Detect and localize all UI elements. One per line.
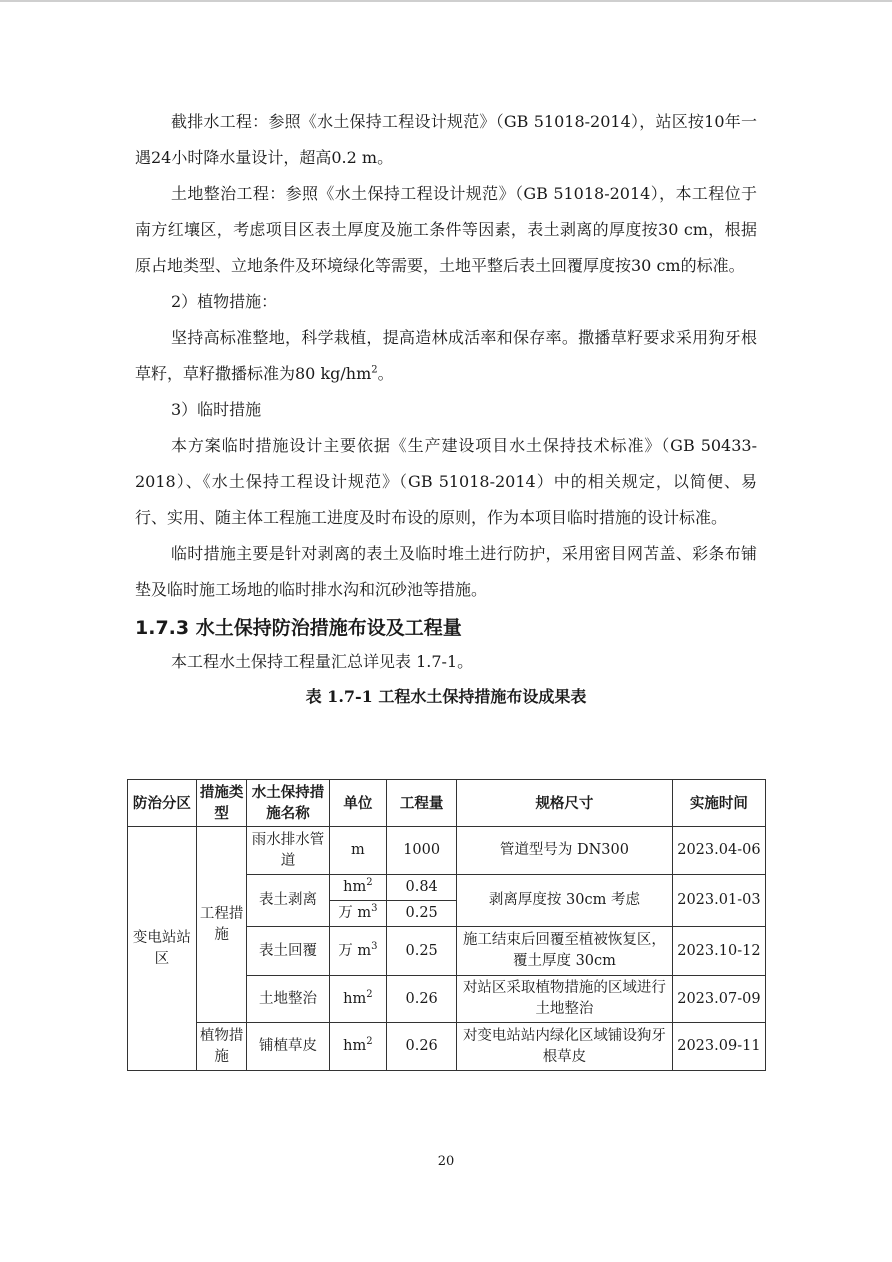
paragraph-plant-text: 坚持高标准整地，科学栽植，提高造林成活率和保存率。撒播草籽要求采用狗牙根草籽，草籽撒播标准为80 kg/hm — [135, 328, 757, 383]
document-body — [135, 104, 757, 718]
header-type: 措施类型 — [196, 780, 247, 827]
spec-cell: 对变电站站内绿化区域铺设狗牙根草皮 — [457, 1023, 673, 1071]
unit-text: 万 m — [338, 942, 372, 959]
unit-text: hm — [343, 1038, 367, 1054]
superscript: 2 — [366, 1036, 373, 1048]
qty-cell: 0.25 — [387, 901, 457, 927]
unit-cell — [329, 976, 387, 1023]
qty-cell: 0.26 — [387, 976, 457, 1023]
header-time: 实施时间 — [672, 780, 765, 827]
measures-table — [127, 779, 766, 1071]
unit-cell — [329, 901, 387, 927]
name-cell: 雨水排水管道 — [247, 827, 329, 875]
paragraph-temporary-measures: 临时措施主要是针对剥离的表土及临时堆土进行防护，采用密目网苫盖、彩条布铺垫及临时施工场地的临时排水沟和沉砂池等措施。 — [135, 544, 757, 599]
page-number: 20 — [437, 1154, 455, 1169]
paragraph-temporary-heading: 3）临时措施 — [171, 400, 262, 419]
name-cell: 土地整治 — [247, 976, 329, 1023]
unit-cell — [329, 927, 387, 976]
type-cell-plant: 植物措施 — [196, 1023, 247, 1071]
name-cell: 表土回覆 — [247, 927, 329, 976]
unit-text: hm — [343, 879, 367, 895]
superscript: 3 — [371, 903, 378, 915]
unit-text: hm — [343, 990, 367, 1007]
type-cell-engineering: 工程措施 — [196, 827, 247, 1023]
table-header-row — [128, 780, 766, 827]
table-caption: 表 1.7-1 工程水土保持措施布设成果表 — [305, 687, 587, 706]
table-row — [128, 827, 766, 875]
time-cell: 2023.09-11 — [672, 1023, 765, 1071]
time-cell: 2023.04-06 — [672, 827, 765, 875]
qty-cell: 0.84 — [387, 875, 457, 901]
page-top-border — [0, 0, 892, 2]
paragraph-land-remediation: 土地整治工程：参照《水土保持工程设计规范》（GB 51018-2014），本工程位于南方红壤区，考虑项目区表土厚度及施工条件等因素，表土剥离的厚度按30 cm，根据原占地类型、立地条件及环境绿化等需要，土地平整后表土回覆厚度按30 cm的标准。 — [135, 184, 757, 275]
time-cell: 2023.01-03 — [672, 875, 765, 927]
superscript: 2 — [366, 877, 373, 889]
qty-cell: 1000 — [387, 827, 457, 875]
unit-cell — [329, 1023, 387, 1071]
superscript: 3 — [371, 940, 378, 952]
header-quantity: 工程量 — [387, 780, 457, 827]
unit-text: 万 m — [338, 905, 372, 921]
name-cell: 表土剥离 — [247, 875, 329, 927]
qty-cell: 0.26 — [387, 1023, 457, 1071]
header-zone: 防治分区 — [128, 780, 197, 827]
superscript: 2 — [371, 364, 378, 376]
spec-cell: 施工结束后回覆至植被恢复区，覆土厚度 30cm — [457, 927, 673, 976]
table-intro: 本工程水土保持工程量汇总详见表 1.7-1。 — [171, 652, 474, 671]
paragraph-drainage: 截排水工程：参照《水土保持工程设计规范》（GB 51018-2014），站区按10年一遇24小时降水量设计，超高0.2 m。 — [135, 112, 757, 167]
table-row — [128, 1023, 766, 1071]
unit-cell — [329, 875, 387, 901]
zone-cell: 变电站站区 — [128, 827, 197, 1071]
name-cell: 铺植草皮 — [247, 1023, 329, 1071]
section-heading: 1.7.3 水土保持防治措施布设及工程量 — [135, 617, 462, 639]
time-cell: 2023.07-09 — [672, 976, 765, 1023]
time-cell: 2023.10-12 — [672, 927, 765, 976]
spec-cell: 剥离厚度按 30cm 考虑 — [457, 875, 673, 927]
header-spec: 规格尺寸 — [457, 780, 673, 827]
paragraph-plant-end: 。 — [377, 364, 394, 383]
unit-cell: m — [329, 827, 387, 875]
header-name: 水土保持措施名称 — [247, 780, 329, 827]
spec-cell: 对站区采取植物措施的区域进行土地整治 — [457, 976, 673, 1023]
paragraph-plant-measures — [135, 320, 757, 392]
spec-cell: 管道型号为 DN300 — [457, 827, 673, 875]
header-unit: 单位 — [329, 780, 387, 827]
qty-cell: 0.25 — [387, 927, 457, 976]
superscript: 2 — [366, 988, 373, 1000]
paragraph-plant-measures-heading: 2）植物措施： — [171, 292, 278, 311]
paragraph-temporary-basis: 本方案临时措施设计主要依据《生产建设项目水土保持技术标准》（GB 50433-2018）、《水土保持工程设计规范》（GB 51018-2014）中的相关规定，以简便、易行、实用、随主体工程施工进度及时布设的原则，作为本项目临时措施的设计标准。 — [135, 436, 757, 527]
